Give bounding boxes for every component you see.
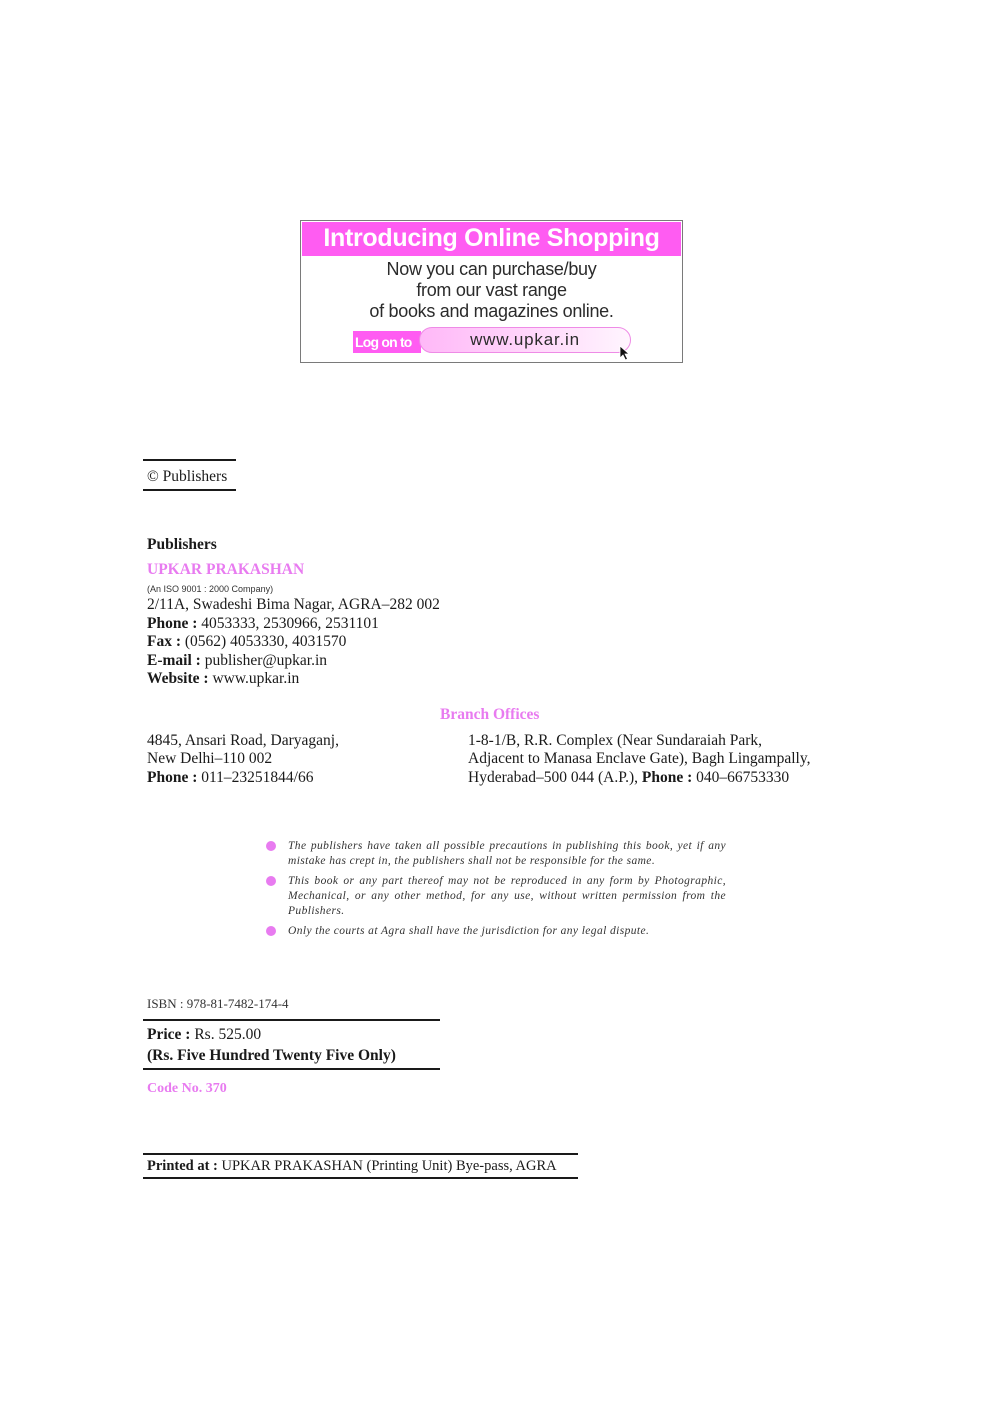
hyderabad-city: Hyderabad–500 044 (A.P.), [468, 769, 642, 786]
divider [143, 1177, 578, 1179]
disclaimer-item [266, 924, 726, 939]
email-label: E-mail : [147, 652, 201, 669]
delhi-phone [147, 769, 313, 788]
phone-label: Phone : [147, 769, 198, 786]
publisher-email [147, 652, 327, 671]
banner-line: of books and magazines online. [369, 301, 614, 321]
bullet-icon [266, 841, 276, 851]
divider [143, 459, 236, 461]
banner-header [302, 222, 681, 256]
banner-line: from our vast range [416, 280, 567, 300]
divider [143, 1019, 440, 1021]
isbn: ISBN : 978-81-7482-174-4 [147, 996, 289, 1011]
printed-at [147, 1157, 557, 1176]
disclaimer-text: The publishers have taken all possible precautions in publishing this book, yet if any mistake has crept in, the publishers shall not be responsible for the same. [288, 840, 726, 867]
price-value: Rs. 525.00 [194, 1026, 262, 1043]
branch-offices-heading: Branch Offices [440, 706, 540, 723]
code-number: Code No. 370 [147, 1081, 227, 1096]
divider [143, 1068, 440, 1070]
bullet-icon [266, 926, 276, 936]
disclaimer-item [266, 874, 726, 919]
banner-body [301, 259, 682, 322]
hyderabad-address-line1: 1-8-1/B, R.R. Complex (Near Sundaraiah Park, [468, 732, 763, 749]
phone-value: 011–23251844/66 [201, 769, 314, 786]
copyright-notice: © Publishers [147, 468, 228, 485]
logon-label: Log on to [355, 334, 412, 350]
disclaimer-item [266, 839, 726, 869]
mouse-cursor-icon [619, 345, 631, 361]
banner-line: Now you can purchase/buy [386, 259, 597, 279]
printed-value: UPKAR PRAKASHAN (Printing Unit) Bye-pass, AGRA [221, 1158, 557, 1174]
phone-value: 040–66753330 [696, 769, 790, 786]
iso-note: (An ISO 9001 : 2000 Company) [147, 584, 274, 594]
price [147, 1026, 261, 1045]
price-label: Price : [147, 1026, 191, 1043]
website-label: Website : [147, 670, 209, 687]
publisher-website [147, 670, 299, 689]
disclaimer-text: This book or any part thereof may not be reproduced in any form by Photographic, Mechanical, or any other method, for any use, without written permission from the Publishers. [288, 875, 726, 917]
website-value[interactable]: www.upkar.in [212, 670, 300, 687]
bullet-icon [266, 876, 276, 886]
phone-label: Phone : [147, 615, 198, 632]
disclaimer-list [266, 839, 726, 944]
hyderabad-address-line3 [468, 769, 789, 788]
publishers-heading: Publishers [147, 536, 217, 553]
logon-tag [353, 331, 421, 353]
online-shopping-banner [300, 220, 683, 363]
printed-label: Printed at : [147, 1158, 218, 1174]
disclaimer-text: Only the courts at Agra shall have the jurisdiction for any legal dispute. [288, 925, 650, 937]
phone-value: 4053333, 2530966, 2531101 [201, 615, 379, 632]
publisher-phone [147, 615, 379, 634]
price-in-words: (Rs. Five Hundred Twenty Five Only) [147, 1047, 396, 1064]
website-link[interactable] [419, 327, 631, 353]
delhi-address-line2: New Delhi–110 002 [147, 750, 273, 767]
email-value[interactable]: publisher@upkar.in [204, 652, 328, 669]
fax-label: Fax : [147, 633, 182, 650]
publisher-name: UPKAR PRAKASHAN [147, 561, 305, 578]
divider [143, 489, 236, 491]
delhi-address-line1: 4845, Ansari Road, Daryaganj, [147, 732, 339, 749]
divider [143, 1153, 578, 1155]
fax-value: (0562) 4053330, 4031570 [184, 633, 347, 650]
phone-label: Phone : [641, 769, 693, 786]
banner-title: Introducing Online Shopping [323, 224, 660, 252]
publisher-fax [147, 633, 346, 652]
publisher-address: 2/11A, Swadeshi Bima Nagar, AGRA–282 002 [147, 596, 440, 613]
hyderabad-address-line2: Adjacent to Manasa Enclave Gate), Bagh Lingampally, [468, 750, 811, 767]
website-url[interactable]: www.upkar.in [470, 330, 580, 349]
